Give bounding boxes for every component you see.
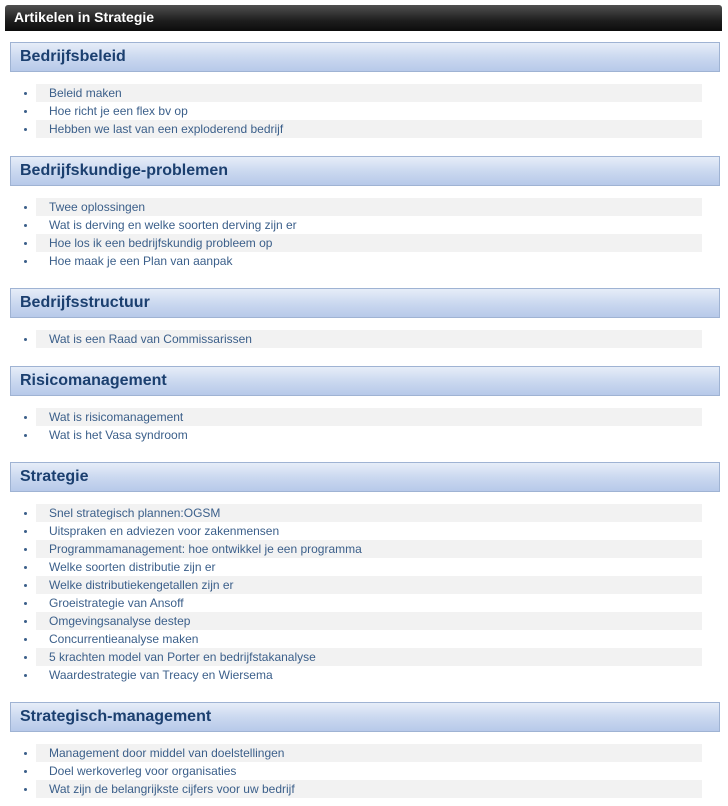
list-item bbox=[36, 522, 702, 540]
article-link[interactable]: Hoe los ik een bedrijfskundig probleem op bbox=[49, 236, 273, 250]
list-item bbox=[36, 630, 702, 648]
article-link[interactable]: Hoe richt je een flex bv op bbox=[49, 104, 188, 118]
article-list bbox=[10, 198, 720, 270]
section-title: Bedrijfsbeleid bbox=[20, 48, 126, 65]
section-strategisch-management bbox=[10, 702, 720, 796]
section-risicomanagement bbox=[10, 366, 720, 442]
article-link[interactable]: Programmamanagement: hoe ontwikkel je een programma bbox=[49, 542, 362, 556]
article-link[interactable]: 5 krachten model van Porter en bedrijfstakanalyse bbox=[49, 650, 316, 664]
section-title: Bedrijfskundige-problemen bbox=[20, 162, 229, 179]
list-item bbox=[36, 744, 702, 762]
list-item bbox=[36, 576, 702, 594]
list-item bbox=[36, 558, 702, 576]
section-bedrijfsbeleid bbox=[10, 42, 720, 136]
article-link[interactable]: Groeistrategie van Ansoff bbox=[49, 596, 184, 610]
article-link[interactable]: Waardestrategie van Treacy en Wiersema bbox=[49, 668, 273, 682]
article-link[interactable]: Concurrentieanalyse maken bbox=[49, 632, 199, 646]
section-heading bbox=[10, 288, 720, 318]
list-item bbox=[36, 216, 702, 234]
article-link[interactable]: Wat zijn de belangrijkste cijfers voor uw bedrijf bbox=[49, 782, 295, 796]
article-link[interactable]: Wat is derving en welke soorten derving zijn er bbox=[49, 218, 297, 232]
section-bedrijfskundige-problemen bbox=[10, 156, 720, 268]
article-link[interactable]: Welke distributiekengetallen zijn er bbox=[49, 578, 234, 592]
section-heading bbox=[10, 156, 720, 186]
list-item bbox=[36, 648, 702, 666]
list-item bbox=[36, 84, 702, 102]
section-bedrijfsstructuur bbox=[10, 288, 720, 346]
section-heading bbox=[10, 42, 720, 72]
section-title: Bedrijfsstructuur bbox=[20, 294, 150, 311]
list-item bbox=[36, 426, 702, 444]
article-link[interactable]: Snel strategisch plannen:OGSM bbox=[49, 506, 221, 520]
article-link[interactable]: Hoe maak je een Plan van aanpak bbox=[49, 254, 233, 268]
section-title: Strategie bbox=[20, 468, 89, 485]
list-item bbox=[36, 102, 702, 120]
article-list bbox=[10, 408, 720, 444]
article-list bbox=[10, 744, 720, 798]
article-link[interactable]: Wat is risicomanagement bbox=[49, 410, 184, 424]
list-item bbox=[36, 666, 702, 684]
article-link[interactable]: Management door middel van doelstellingen bbox=[49, 746, 285, 760]
section-heading bbox=[10, 462, 720, 492]
list-item bbox=[36, 198, 702, 216]
article-link[interactable]: Doel werkoverleg voor organisaties bbox=[49, 764, 237, 778]
article-link[interactable]: Uitspraken en adviezen voor zakenmensen bbox=[49, 524, 280, 538]
article-link[interactable]: Wat is het Vasa syndroom bbox=[49, 428, 188, 442]
list-item bbox=[36, 594, 702, 612]
list-item bbox=[36, 120, 702, 138]
list-item bbox=[36, 540, 702, 558]
article-list bbox=[10, 504, 720, 684]
article-link[interactable]: Hebben we last van een exploderend bedrijf bbox=[49, 122, 284, 136]
section-title: Risicomanagement bbox=[20, 372, 167, 389]
article-link[interactable]: Omgevingsanalyse destep bbox=[49, 614, 191, 628]
list-item bbox=[36, 504, 702, 522]
list-item bbox=[36, 252, 702, 270]
section-heading bbox=[10, 702, 720, 732]
article-link[interactable]: Welke soorten distributie zijn er bbox=[49, 560, 216, 574]
article-link[interactable]: Beleid maken bbox=[49, 86, 122, 100]
article-link[interactable]: Twee oplossingen bbox=[49, 200, 146, 214]
list-item bbox=[36, 612, 702, 630]
section-heading bbox=[10, 366, 720, 396]
article-list bbox=[10, 330, 720, 348]
list-item bbox=[36, 408, 702, 426]
section-title: Strategisch-management bbox=[20, 708, 212, 725]
article-list bbox=[10, 84, 720, 138]
page-title: Artikelen in Strategie bbox=[14, 9, 155, 25]
list-item bbox=[36, 234, 702, 252]
list-item bbox=[36, 780, 702, 798]
section-strategie bbox=[10, 462, 720, 682]
article-link[interactable]: Wat is een Raad van Commissarissen bbox=[49, 332, 252, 346]
page-header bbox=[5, 5, 722, 31]
list-item bbox=[36, 762, 702, 780]
list-item bbox=[36, 330, 702, 348]
